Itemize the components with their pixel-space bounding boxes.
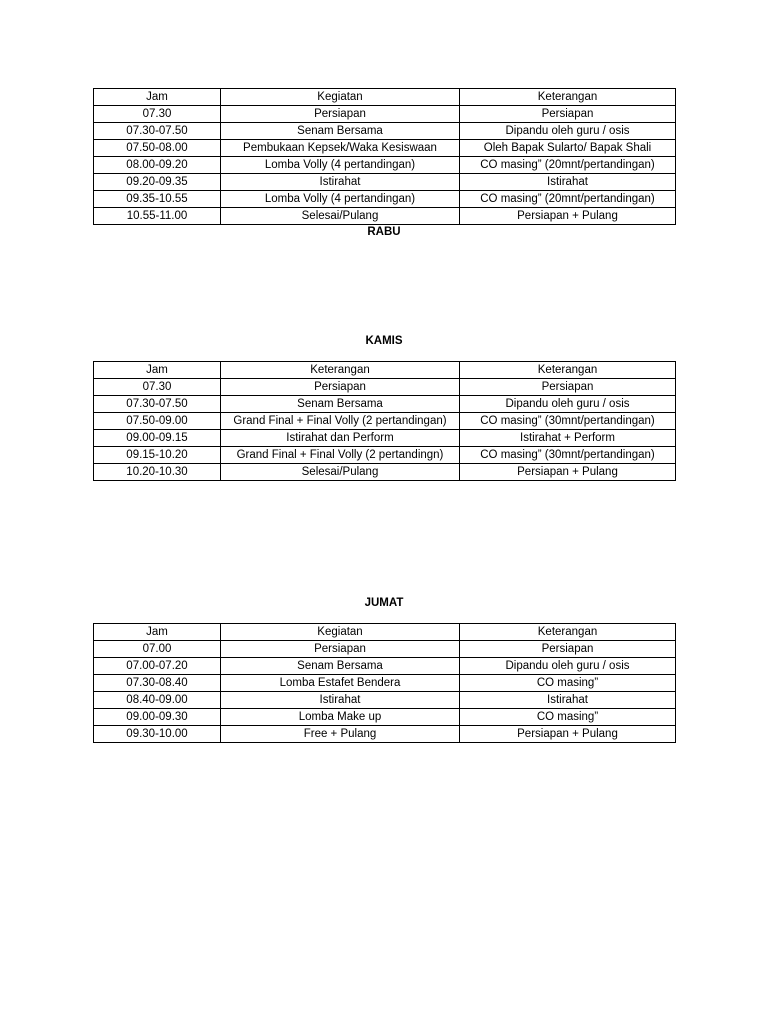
table-header-row: [94, 362, 676, 379]
cell-kegiatan: Senam Bersama: [221, 396, 460, 413]
cell-jam: 07.30-07.50: [94, 396, 221, 413]
cell-jam: 07.30: [94, 379, 221, 396]
table-row: [94, 157, 676, 174]
cell-kegiatan: Lomba Estafet Bendera: [221, 675, 460, 692]
header-kegiatan: Kegiatan: [221, 624, 460, 641]
cell-kegiatan: Selesai/Pulang: [221, 464, 460, 481]
cell-kegiatan: Selesai/Pulang: [221, 208, 460, 225]
table-row: [94, 447, 676, 464]
cell-kegiatan: Istirahat dan Perform: [221, 430, 460, 447]
table-row: [94, 658, 676, 675]
cell-keterangan: Dipandu oleh guru / osis: [460, 658, 676, 675]
cell-jam: 10.20-10.30: [94, 464, 221, 481]
header-jam: Jam: [94, 624, 221, 641]
header-jam: Jam: [94, 89, 221, 106]
table-row: [94, 641, 676, 658]
cell-jam: 09.35-10.55: [94, 191, 221, 208]
cell-jam: 10.55-11.00: [94, 208, 221, 225]
cell-keterangan: Istirahat: [460, 174, 676, 191]
cell-jam: 08.40-09.00: [94, 692, 221, 709]
cell-keterangan: CO masing” (30mnt/pertandingan): [460, 447, 676, 464]
schedule-table-1: [93, 88, 676, 225]
schedule-table-2: [93, 361, 676, 481]
cell-keterangan: CO masing”: [460, 709, 676, 726]
table-row: [94, 675, 676, 692]
table-row: [94, 123, 676, 140]
table-row: [94, 464, 676, 481]
cell-jam: 07.30-08.40: [94, 675, 221, 692]
cell-kegiatan: Grand Final + Final Volly (2 pertandingn): [221, 447, 460, 464]
cell-keterangan: CO masing”: [460, 675, 676, 692]
cell-keterangan: Persiapan: [460, 379, 676, 396]
cell-kegiatan: Pembukaan Kepsek/Waka Kesiswaan: [221, 140, 460, 157]
table-row: [94, 174, 676, 191]
cell-kegiatan: Lomba Make up: [221, 709, 460, 726]
day-label-rabu: RABU: [367, 226, 401, 238]
cell-keterangan: CO masing” (30mnt/pertandingan): [460, 413, 676, 430]
cell-jam: 07.00: [94, 641, 221, 658]
cell-jam: 09.00-09.30: [94, 709, 221, 726]
cell-jam: 08.00-09.20: [94, 157, 221, 174]
cell-keterangan: Dipandu oleh guru / osis: [460, 396, 676, 413]
cell-kegiatan: Lomba Volly (4 pertandingan): [221, 191, 460, 208]
cell-jam: 09.30-10.00: [94, 726, 221, 743]
header-kegiatan: Kegiatan: [221, 89, 460, 106]
header-jam: Jam: [94, 362, 221, 379]
cell-keterangan: Persiapan + Pulang: [460, 208, 676, 225]
cell-keterangan: Persiapan: [460, 641, 676, 658]
cell-keterangan: CO masing” (20mnt/pertandingan): [460, 191, 676, 208]
cell-kegiatan: Persiapan: [221, 379, 460, 396]
cell-jam: 07.30: [94, 106, 221, 123]
cell-kegiatan: Lomba Volly (4 pertandingan): [221, 157, 460, 174]
cell-jam: 09.20-09.35: [94, 174, 221, 191]
header-keterangan: Keterangan: [460, 89, 676, 106]
cell-kegiatan: Persiapan: [221, 641, 460, 658]
cell-keterangan: Persiapan + Pulang: [460, 464, 676, 481]
cell-keterangan: Oleh Bapak Sularto/ Bapak Shali: [460, 140, 676, 157]
cell-jam: 09.15-10.20: [94, 447, 221, 464]
cell-kegiatan: Istirahat: [221, 692, 460, 709]
cell-jam: 09.00-09.15: [94, 430, 221, 447]
table-row: [94, 726, 676, 743]
table-row: [94, 140, 676, 157]
cell-keterangan: Istirahat: [460, 692, 676, 709]
cell-kegiatan: Grand Final + Final Volly (2 pertandingan): [221, 413, 460, 430]
table-header-row: [94, 89, 676, 106]
header-kegiatan: Keterangan: [221, 362, 460, 379]
day-label-jumat: JUMAT: [364, 597, 404, 609]
cell-kegiatan: Free + Pulang: [221, 726, 460, 743]
table-row: [94, 709, 676, 726]
table-row: [94, 191, 676, 208]
header-keterangan: Keterangan: [460, 624, 676, 641]
table-header-row: [94, 624, 676, 641]
cell-jam: 07.30-07.50: [94, 123, 221, 140]
cell-kegiatan: Senam Bersama: [221, 123, 460, 140]
cell-kegiatan: Persiapan: [221, 106, 460, 123]
table-row: [94, 692, 676, 709]
table-row: [94, 106, 676, 123]
schedule-table-3: [93, 623, 676, 743]
cell-keterangan: Dipandu oleh guru / osis: [460, 123, 676, 140]
cell-keterangan: CO masing” (20mnt/pertandingan): [460, 157, 676, 174]
cell-kegiatan: Istirahat: [221, 174, 460, 191]
header-keterangan: Keterangan: [460, 362, 676, 379]
day-label-kamis: KAMIS: [365, 335, 403, 347]
cell-jam: 07.50-08.00: [94, 140, 221, 157]
cell-keterangan: Istirahat + Perform: [460, 430, 676, 447]
cell-keterangan: Persiapan + Pulang: [460, 726, 676, 743]
cell-jam: 07.50-09.00: [94, 413, 221, 430]
table-row: [94, 413, 676, 430]
table-row: [94, 396, 676, 413]
table-row: [94, 379, 676, 396]
table-row: [94, 208, 676, 225]
table-row: [94, 430, 676, 447]
cell-jam: 07.00-07.20: [94, 658, 221, 675]
cell-kegiatan: Senam Bersama: [221, 658, 460, 675]
cell-keterangan: Persiapan: [460, 106, 676, 123]
